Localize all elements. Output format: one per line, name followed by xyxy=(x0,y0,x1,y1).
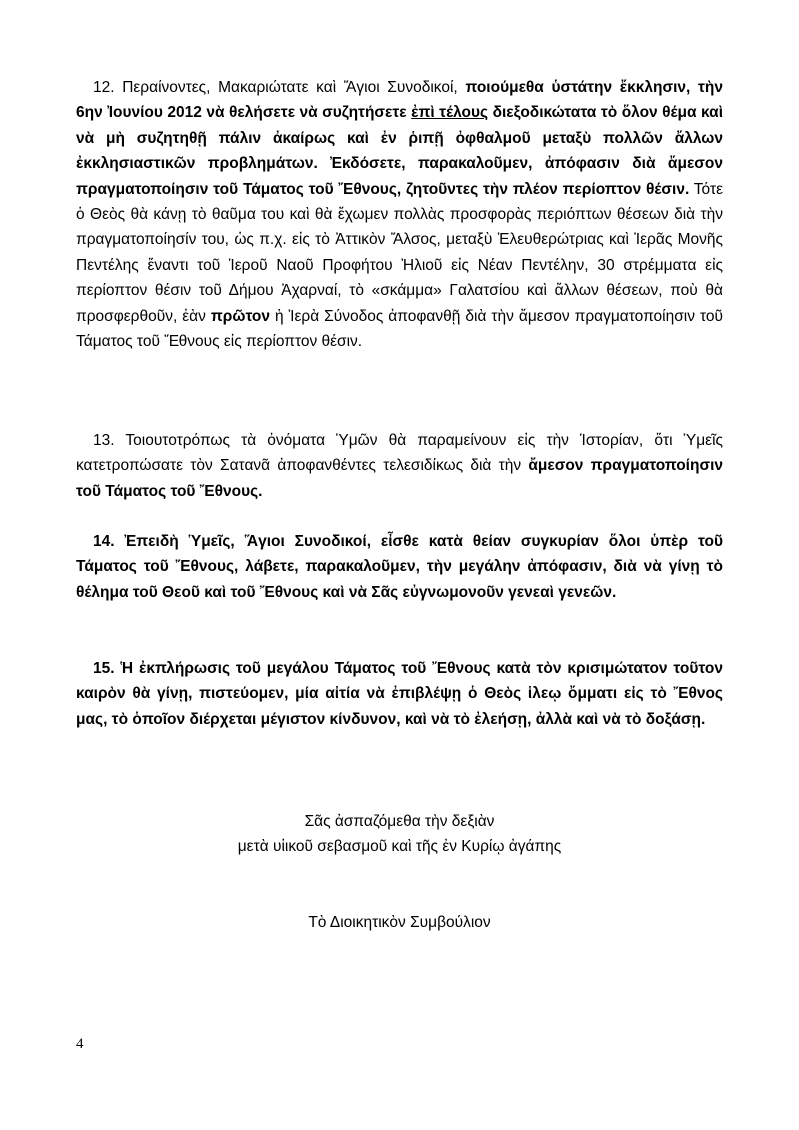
signature: Τὸ Διοικητικὸν Συμβούλιον xyxy=(308,914,491,931)
paragraph-12-underlined-phrase: ἐπὶ τέλους xyxy=(411,104,489,122)
paragraph-13 xyxy=(76,428,723,504)
paragraph-15 xyxy=(76,656,723,732)
paragraph-12-intro: 12. Περαίνοντες, Μακαριώτατε καὶ Ἅγιοι Συνοδικοί, xyxy=(93,79,466,96)
paragraph-12-appeal: ποιούμεθα ὑστάτην ἔκκλησιν, τὴν 6ην Ἰουνίου 2012 νὰ θελήσετε νὰ συζητήσετε xyxy=(76,79,723,122)
closing-salutation: Σᾶς ἀσπαζόμεθα τὴν δεξιὰν xyxy=(304,813,495,830)
paragraph-12 xyxy=(76,75,723,354)
paragraph-12-body: Τότε ὁ Θεὸς θὰ κάνῃ τὸ θαῦμα του καὶ θὰ ἔχωμεν πολλὰς προσφορὰς περιόπτων θέσεων διὰ τὴν πραγματοποίησίν του, ὡς π.χ. εἰς τὸ Ἀττικὸν Ἄλσος, μεταξὺ Ἐλευθερώτριας καὶ Ἱερᾶς Μονῆς Πεντέλης ἔναντι τοῦ Ἱεροῦ Ναοῦ Προφήτου Ἠλιοῦ εἰς Νέαν Πεντέλην, 30 στρέμματα εἰς περίοπτον θέσιν τοῦ Δήμου Ἀχαρναί, τὸ «σκάμμα» Γαλατσίου καὶ ἄλλων θέσεων, ποὺ θὰ προσφερθοῦν, ἐὰν xyxy=(76,180,723,325)
closing-salutation-line-2: μετὰ υἱικοῦ σεβασμοῦ καὶ τῆς ἐν Κυρίῳ ἀγάπης xyxy=(237,838,562,855)
paragraph-15-body: 15. Ἡ ἐκπλήρωσις τοῦ μεγάλου Τάματος τοῦ Ἔθνους κατὰ τὸν κρισιμώτατον τοῦτον καιρὸν θὰ γίνῃ, πιστεύομεν, μία αἰτία νὰ ἐπιβλέψῃ ὁ Θεὸς ἱλεῳ ὄμματι εἰς τὸ Ἔθνος μας, τὸ ὁποῖον διέρχεται μέγιστον κίνδυνον, καὶ νὰ τὸ ἐλεήσῃ, ἀλλὰ καὶ νὰ τὸ δοξάσῃ. xyxy=(76,660,723,728)
paragraph-12-ending: ἡ Ἱερὰ Σύνοδος ἀποφανθῇ διὰ τὴν ἄμεσον πραγματοποίησιν τοῦ Τάματος τοῦ Ἔθνους εἰς περίοπτον θέσιν. xyxy=(76,307,723,351)
paragraph-12-request: διεξοδικώτατα τὸ ὅλον θέμα καὶ νὰ μὴ συζητηθῇ πάλιν ἀκαίρως καὶ ἐν ῥιπῇ ὀφθαλμοῦ μεταξὺ πολλῶν ἄλλων ἐκκλησιαστικῶν προβλημάτων. Ἐκδόσετε, παρακαλοῦμεν, ἀπόφασιν διὰ ἄμεσον πραγματοποίησιν τοῦ Τάματος τοῦ Ἔθνους, ζητοῦντες τὴν πλέον περίοπτον θέσιν. xyxy=(76,104,723,198)
paragraph-12-emphasis-first: πρῶτον xyxy=(210,307,271,325)
paragraph-14 xyxy=(76,529,723,605)
paragraph-13-body: 13. Τοιουτοτρόπως τὰ ὀνόματα Ὑμῶν θὰ παραμείνουν εἰς τὴν Ἱστορίαν, ὅτι Ὑμεῖς κατετροπώσατε τὸν Σατανᾶ ἀποφανθέντες τελεσιδίκως διὰ τὴν xyxy=(76,432,723,475)
paragraph-13-emphasis: ἄμεσον πραγματοποίησιν τοῦ Τάματος τοῦ Ἔθνους. xyxy=(76,457,723,500)
paragraph-14-body: 14. Ἐπειδὴ Ὑμεῖς, Ἅγιοι Συνοδικοί, εἶσθε κατὰ θείαν συγκυρίαν ὅλοι ὑπὲρ τοῦ Τάματος τοῦ Ἔθνους, λάβετε, παρακαλοῦμεν, τὴν μεγάλην ἀπόφασιν, διὰ νὰ γίνῃ τὸ θέλημα τοῦ Θεοῦ καὶ τοῦ Ἔθνους καὶ νὰ Σᾶς εὐγνωμονοῦν γενεαὶ γενεῶν. xyxy=(76,533,723,601)
page-number: 4 xyxy=(76,1036,84,1052)
